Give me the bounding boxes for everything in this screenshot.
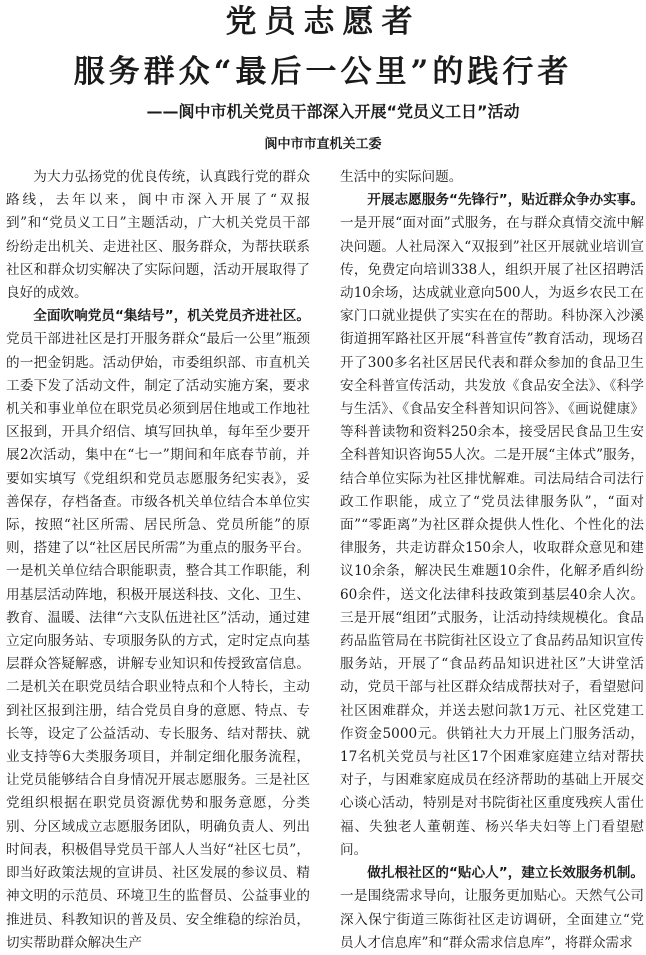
paragraph-continued: 生活中的实际问题。	[340, 169, 463, 185]
section-3-heading: 做扎根社区的“贴心人”，建立长效服务机制。	[367, 865, 644, 882]
headline-line-1: 党员志愿者	[225, 4, 421, 40]
subheadline: ——阆中市机关党员干部深入开展“党员义工日”活动	[146, 102, 520, 121]
right-column	[340, 166, 644, 951]
paragraph-section-2	[340, 189, 644, 862]
paragraph-section-3	[340, 862, 644, 955]
headline-line-2: 服务群众“最后一公里”的践行者	[73, 54, 573, 90]
paragraph-section-1	[6, 305, 310, 955]
byline: 阆中市市直机关工委	[264, 137, 382, 152]
section-2-heading: 开展志愿服务“先锋行”，贴近群众争办实事。	[367, 192, 644, 209]
section-3-body: 一是围绕需求导向，让服务更加贴心。天然气公司深入保宁街道三陈街社区走访调研，全面建立“党员人才信息库”和“群众需求信息库”，将群众需求	[340, 888, 644, 951]
left-column	[6, 166, 310, 951]
section-1-heading: 全面吹响党员“集结号”，机关党员齐进社区。	[33, 308, 310, 325]
paragraph-intro: 为大力弘扬党的优良传统，认真践行党的群众路线，去年以来，阆中市深入开展了“双报到”和“党员义工日”主题活动，广大机关党员干部纷纷走出机关、走进社区、服务群众，为帮扶联系社区和群众切实解决了实际问题，活动开展取得了良好的成效。	[6, 169, 310, 302]
section-1-body: 党员干部进社区是打开服务群众“最后一公里”瓶颈的一把金钥匙。活动伊始，市委组织部、市直机关工委下发了活动文件，制定了活动实施方案，要求机关和事业单位在职党员必须到居住地或工作地社区报到，开具介绍信、填写回执单，每年至少要开展2次活动，集中在“七一”期间和年底春节前，并要如实填写《党组织和党员志愿服务纪实表》，妥善保存，存档备查。市级各机关单位结合本单位实际，按照“社区所需、居民所急、党员所能”的原则，搭建了以“社区居民所需”为重点的服务平台。一是机关单位结合职能职责，整合其工作职能，利用基层活动阵地，积极开展送科技、文化、卫生、教育、温暖、法律“六支队伍进社区”活动，通过建立定向服务站、专项服务队的方式，定时定点向基层群众答疑解惑，讲解专业知识和传授致富信息。二是机关在职党员结合职业特点和个人特长，主动到社区报到注册，结合党员自身的意愿、特点、专长等，设定了公益活动、专长服务、结对帮扶、就业支持等6大类服务项目，并制定细化服务流程，让党员能够结合自身情况开展志愿服务。三是社区党组织根据在职党员资源优势和服务意愿，分类别、分区域成立志愿服务团队，明确负责人、列出时间表，积极倡导党员干部人人当好“社区七员”，即当好政策法规的宣讲员、社区发展的参议员、精神文明的示范员、环境卫生的监督员、公益事业的推进员、科教知识的普及员、安全维稳的综治员，切实帮助群众解决生产	[6, 331, 310, 951]
section-2-body: 一是开展“面对面”式服务，在与群众真情交流中解决问题。人社局深入“双报到”社区开展就业培训宣传，免费定向培训338人，组织开展了社区招聘活动10余场，达成就业意向500人，为返乡农民工在家门口就业提供了实实在在的帮助。科协深入沙溪街道拥军路社区开展“科普宣传”教育活动，现场召开了300多名社区居民代表和群众参加的食品卫生安全科普宣传活动，共发放《食品安全法》、《科学与生活》、《食品安全科普知识问答》、《画说健康》等科普读物和资料250余本，接受居民食品卫生安全科普知识咨询55人次。二是开展“主体式”服务，结合单位实际为社区排忧解难。司法局结合司法行政工作职能，成立了“党员法律服务队”，“面对面”“零距离”为社区群众提供人性化、个性化的法律服务，共走访群众150余人，收取群众意见和建议10余条，解决民生难题10余件，化解矛盾纠纷60余件，送文化法律科技政策到基层40余人次。三是开展“组团”式服务，让活动持续规模化。食品药品监管局在书院街社区设立了食品药品知识宣传服务站，开展了“食品药品知识进社区”大讲堂活动，党员干部与社区群众结成帮扶对子，看望慰问社区困难群众，并送去慰问款1万元、社区党建工作资金5000元。供销社大力开展上门服务活动，17名机关党员与社区17个困难家庭建立结对帮扶对子，与困难家庭成员在经济帮助的基础上开展交心谈心活动，特别是对书院街社区重度残疾人雷仕福、失独老人董朝莲、杨兴华夫妇等上门看望慰问。	[340, 215, 644, 858]
